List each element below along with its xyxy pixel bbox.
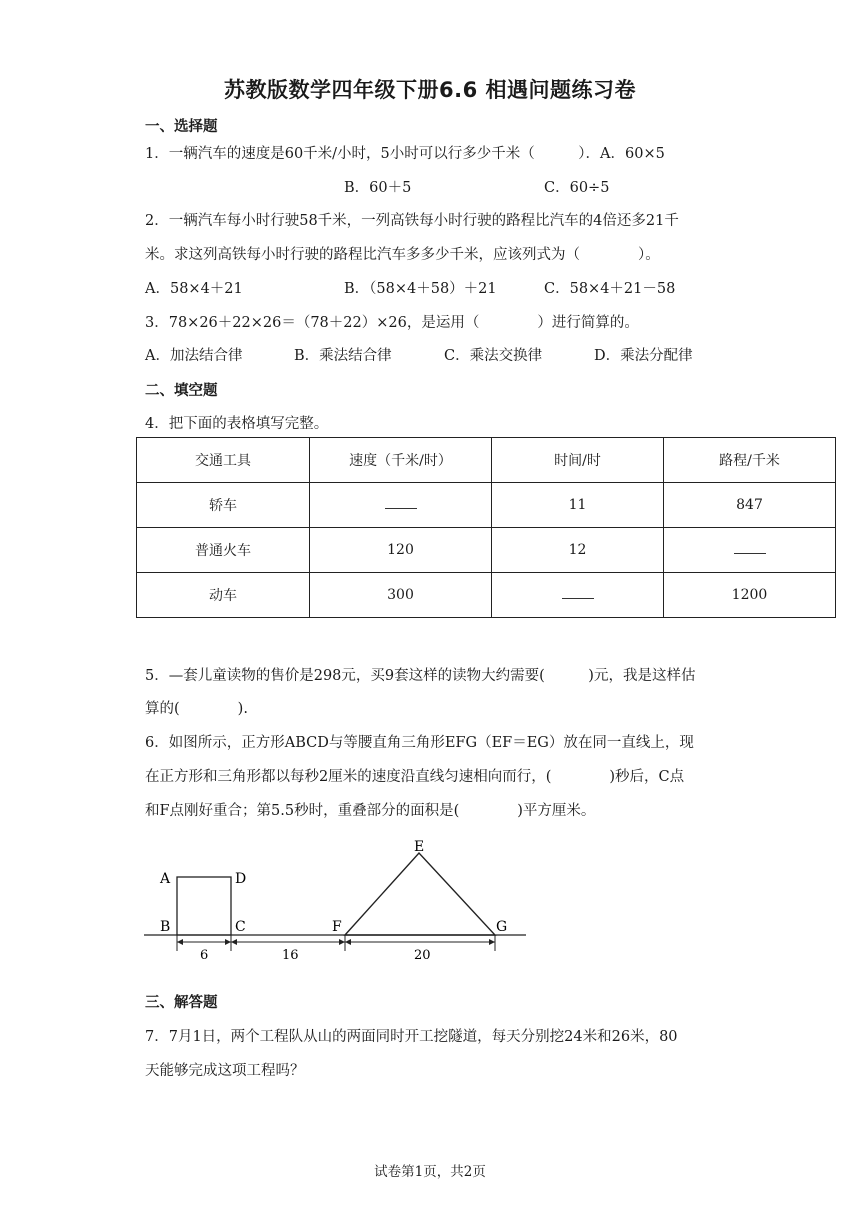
- question-2-option-c: C．58×4＋21－58: [544, 281, 676, 297]
- question-3-option-a: A．加法结合律: [145, 348, 243, 364]
- point-label-c: C: [235, 919, 246, 935]
- table-row: [137, 528, 836, 573]
- table-cell-blank: [664, 528, 836, 573]
- measure-label: 20: [414, 948, 431, 963]
- question-7-text-line-1: 7．7月1日，两个工程队从山的两面同时开工挖隧道，每天分别挖24米和26米，80: [145, 1029, 678, 1045]
- page-title: 苏教版数学四年级下册6.6 相遇问题练习卷: [223, 78, 636, 102]
- table-row: [137, 573, 836, 618]
- question-7-text-line-2: 天能够完成这项工程吗？: [145, 1063, 305, 1079]
- question-6-text-line-2: 在正方形和三角形都以每秒2厘米的速度沿直线匀速相向而行，( )秒后，C点: [145, 769, 685, 785]
- geometry-figure: [140, 835, 540, 970]
- answer-blank: [734, 543, 766, 554]
- table-cell: 847: [664, 483, 836, 528]
- question-2-text-line-1: 2．一辆汽车每小时行驶58千米，一列高铁每小时行驶的路程比汽车的4倍还多21千: [145, 213, 679, 229]
- table-cell: 动车: [137, 573, 310, 618]
- question-4-text: 4．把下面的表格填写完整。: [145, 416, 329, 432]
- table-cell-blank: [492, 573, 664, 618]
- section-heading-solve: 三、解答题: [145, 995, 218, 1011]
- question-1-text: 1．一辆汽车的速度是60千米/小时，5小时可以行多少千米（ ）．A．60×5: [145, 146, 665, 162]
- section-heading-choice: 一、选择题: [145, 119, 218, 135]
- table-header-cell: 路程/千米: [664, 438, 836, 483]
- question-6-text-line-1: 6．如图所示，正方形ABCD与等腰直角三角形EFG（EF＝EG）放在同一直线上，现: [145, 735, 694, 751]
- table-cell-blank: [310, 483, 492, 528]
- question-2-text-line-2: 米。求这列高铁每小时行驶的路程比汽车多多少千米，应该列式为（ ）。: [145, 247, 660, 263]
- answer-blank: [385, 498, 417, 509]
- table-header-cell: 速度（千米/时）: [310, 438, 492, 483]
- table-cell: 300: [310, 573, 492, 618]
- measure-label: 6: [200, 948, 209, 963]
- question-5-text-line-2: 算的( ).: [145, 701, 248, 717]
- question-1-option-c: C．60÷5: [544, 180, 610, 196]
- question-3-text: 3．78×26＋22×26＝（78＋22）×26，是运用（ ）进行简算的。: [145, 315, 639, 331]
- question-3-option-c: C．乘法交换律: [444, 348, 543, 364]
- table-cell: 12: [492, 528, 664, 573]
- triangle-efg: [345, 853, 495, 935]
- table-cell: 11: [492, 483, 664, 528]
- table-cell: 120: [310, 528, 492, 573]
- measure-label: 16: [282, 948, 299, 963]
- question-5-text-line-1: 5．—套儿童读物的售价是298元，买9套这样的读物大约需要( )元，我是这样估: [145, 668, 696, 684]
- table-cell: 1200: [664, 573, 836, 618]
- question-6-text-line-3: 和F点刚好重合；第5.5秒时，重叠部分的面积是( )平方厘米。: [145, 803, 596, 819]
- speed-table: [136, 437, 836, 618]
- page-footer: 试卷第1页，共2页: [374, 1164, 486, 1180]
- table-header-cell: 交通工具: [137, 438, 310, 483]
- point-label-d: D: [235, 871, 247, 887]
- section-heading-fill: 二、填空题: [145, 383, 218, 399]
- question-2-option-b: B．（58×4＋58）＋21: [344, 281, 497, 297]
- answer-blank: [562, 588, 594, 599]
- point-label-f: F: [332, 919, 342, 935]
- question-1-option-b: B．60＋5: [344, 180, 412, 196]
- table-cell: 轿车: [137, 483, 310, 528]
- question-3-option-d: D．乘法分配律: [594, 348, 693, 364]
- point-label-e: E: [414, 839, 425, 855]
- point-label-g: G: [496, 919, 508, 935]
- square-abcd: [177, 877, 231, 935]
- point-label-b: B: [160, 919, 171, 935]
- table-cell: 普通火车: [137, 528, 310, 573]
- question-2-option-a: A．58×4＋21: [145, 281, 243, 297]
- table-row: [137, 483, 836, 528]
- point-label-a: A: [160, 871, 171, 887]
- table-header-row: [137, 438, 836, 483]
- question-3-option-b: B．乘法结合律: [294, 348, 392, 364]
- table-header-cell: 时间/时: [492, 438, 664, 483]
